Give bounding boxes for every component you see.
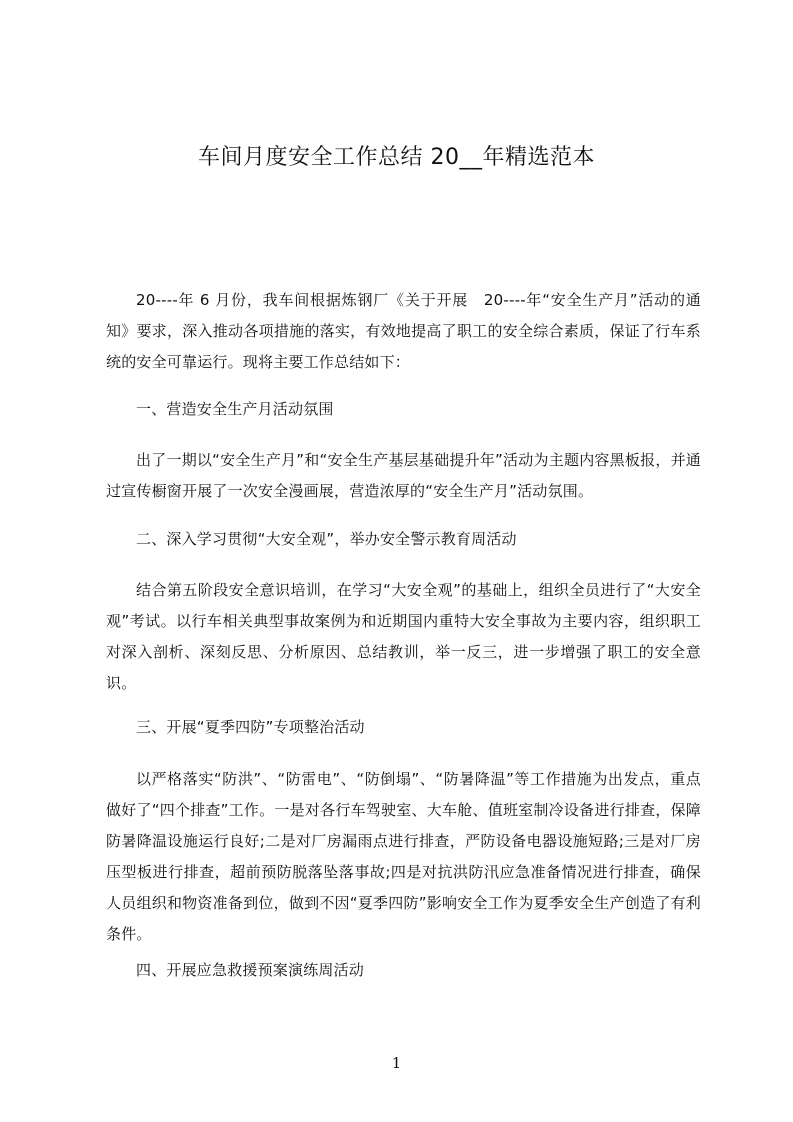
intro-paragraph: 20----年 6 月份，我车间根据炼钢厂《关于开展 20----年“安全生产月”活动的通知》要求，深入推动各项措施的落实，有效地提高了职工的安全综合素质，保证了行车系统的安全可靠运行。现将主要工作总结如下： <box>106 291 701 371</box>
section-heading: 二、深入学习贯彻“大安全观”，举办安全警示教育周活动 <box>136 530 517 548</box>
section-2-body-block <box>106 575 701 699</box>
section-4-heading-block <box>106 955 701 986</box>
section-1-body-block <box>106 445 701 507</box>
section-heading: 四、开展应急救援预案演练周活动 <box>136 961 365 979</box>
section-3-heading-block <box>106 712 701 743</box>
intro-paragraph-block <box>106 285 701 378</box>
section-3-body-block <box>106 764 701 950</box>
page-number: 1 <box>391 1054 402 1072</box>
section-paragraph: 结合第五阶段安全意识培训，在学习“大安全观”的基础上，组织全员进行了“大安全观”考试。以行车相关典型事故案例为和近期国内重特大安全事故为主要内容，组织职工对深入剖析、深刻反思、分析原因、总结教训，举一反三，进一步增强了职工的安全意识。 <box>106 581 701 692</box>
section-heading: 三、开展“夏季四防”专项整治活动 <box>136 718 365 736</box>
section-heading: 一、营造安全生产月活动氛围 <box>136 400 334 418</box>
section-2-heading-block <box>106 524 701 555</box>
section-1-heading-block <box>106 394 701 425</box>
document-title: 车间月度安全工作总结 20__年精选范本 <box>198 145 595 170</box>
section-paragraph: 以严格落实“防洪”、“防雷电”、“防倒塌”、“防暑降温”等工作措施为出发点，重点做好了“四个排查”工作。一是对各行车驾驶室、大车舱、值班室制冷设备进行排查，保障防暑降温设施运行良好;二是对厂房漏雨点进行排查，严防设备电器设施短路;三是对厂房压型板进行排查，超前预防脱落坠落事故;四是对抗洪防汛应急准备情况进行排查，确保人员组织和物资准备到位，做到不因“夏季四防”影响安全工作为夏季安全生产创造了有利条件。 <box>106 770 701 943</box>
section-paragraph: 出了一期以“安全生产月”和“安全生产基层基础提升年”活动为主题内容黑板报，并通过宣传橱窗开展了一次安全漫画展，营造浓厚的“安全生产月”活动氛围。 <box>106 451 701 500</box>
